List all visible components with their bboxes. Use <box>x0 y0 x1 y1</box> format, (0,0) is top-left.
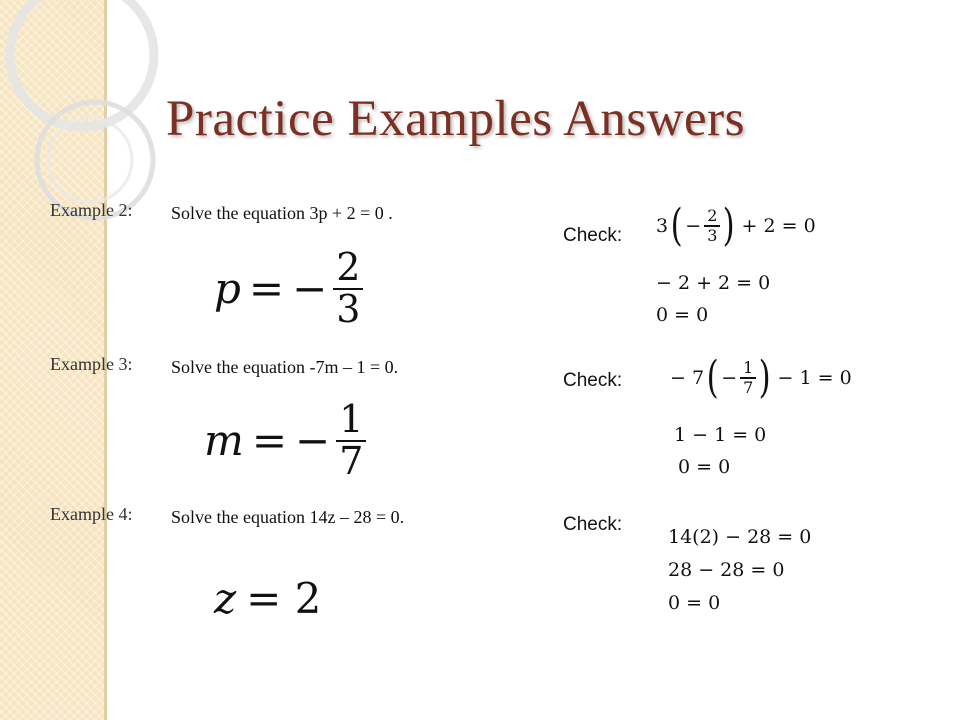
fraction-denominator: 7 <box>339 438 364 483</box>
open-paren: ( <box>706 352 719 403</box>
check-fraction <box>704 207 720 244</box>
example-2-check-line-2: − 2 + 2 = 0 <box>656 272 771 294</box>
example-4-prompt: Solve the equation 14z – 28 = 0. <box>171 507 405 527</box>
example-3-check-line-1 <box>670 352 852 403</box>
fraction-denominator: 7 <box>743 378 754 397</box>
example-3-prompt: Solve the equation -7m – 1 = 0. <box>171 357 399 377</box>
example-2-label: Example 2: <box>50 200 133 220</box>
check-coefficient: − 7 <box>670 367 705 389</box>
close-paren: ) <box>722 200 735 251</box>
check-rest: − 1 = 0 <box>777 367 852 389</box>
fraction-numerator: 1 <box>740 359 756 379</box>
answer-sign: − <box>295 416 331 466</box>
example-4-answer <box>214 574 321 623</box>
answer-fraction <box>336 397 366 483</box>
example-2-check-line-3: 0 = 0 <box>656 304 709 326</box>
fraction-numerator: 2 <box>333 248 363 290</box>
close-paren: ) <box>758 352 771 403</box>
fraction-denominator: 3 <box>336 286 361 331</box>
example-3-check-line-2: 1 − 1 = 0 <box>674 424 767 446</box>
check-sign: − <box>685 215 702 237</box>
example-4-check-line-2: 28 − 28 = 0 <box>668 559 785 581</box>
example-4-check-label: Check: <box>563 514 623 535</box>
example-4-label: Example 4: <box>50 504 133 524</box>
answer-variable: p <box>214 264 241 314</box>
fraction-denominator: 3 <box>707 226 718 245</box>
fraction-numerator: 1 <box>336 400 366 442</box>
answer-value: = 2 <box>246 574 322 623</box>
example-3-check-label: Check: <box>563 370 623 391</box>
example-4-check-line-1: 14(2) − 28 = 0 <box>668 526 812 548</box>
example-3-check-line-3: 0 = 0 <box>678 456 731 478</box>
check-sign: − <box>721 367 738 389</box>
example-2-answer <box>214 245 363 331</box>
example-2-check-label: Check: <box>563 225 623 246</box>
answer-variable: m <box>204 416 244 466</box>
example-2-prompt: Solve the equation 3p + 2 = 0 . <box>171 203 393 223</box>
answer-equals: = <box>251 416 288 466</box>
open-paren: ( <box>670 200 683 251</box>
fraction-numerator: 2 <box>704 207 720 227</box>
example-3-label: Example 3: <box>50 354 133 374</box>
page-title: Practice Examples Answers <box>166 91 746 147</box>
check-coefficient: 3 <box>656 215 669 237</box>
check-fraction <box>740 359 756 396</box>
answer-variable: z <box>214 574 237 623</box>
answer-sign: − <box>292 264 328 314</box>
example-4-check-line-3: 0 = 0 <box>668 592 721 614</box>
answer-fraction <box>333 245 363 331</box>
example-3-answer <box>204 397 366 483</box>
check-rest: + 2 = 0 <box>741 215 816 237</box>
answer-equals: = <box>248 264 285 314</box>
example-2-check-line-1 <box>656 200 816 251</box>
